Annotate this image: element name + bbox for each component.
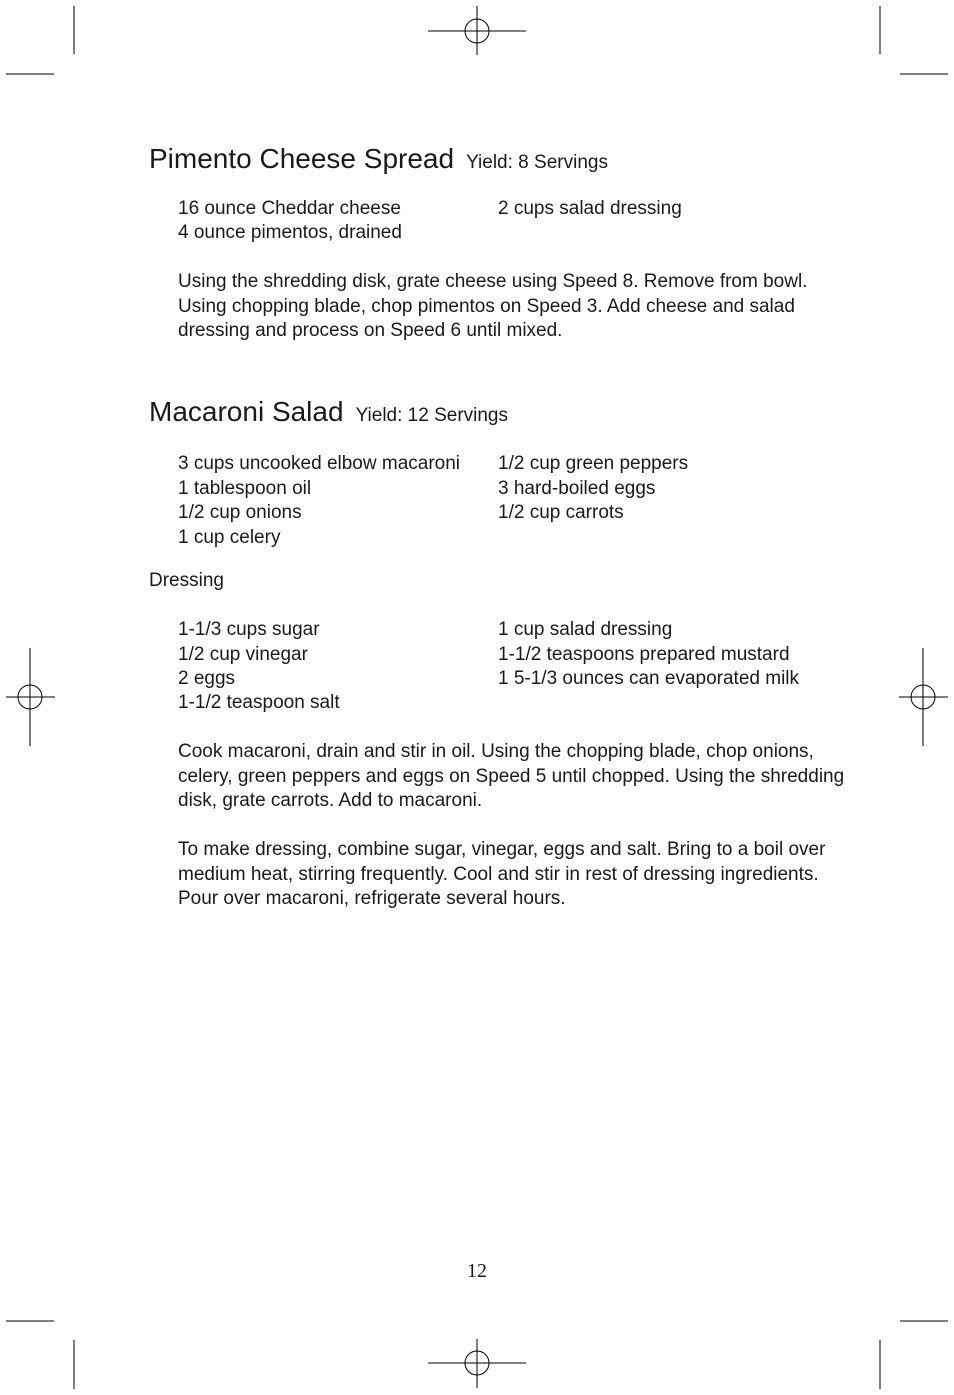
- ingredient-item: 4 ounce pimentos, drained: [178, 222, 402, 243]
- directions-paragraph: Using the shredding disk, grate cheese using Speed 8. Remove from bowl. Using chopping blade, chop pimentos on Speed 3. Add cheese and salad dressing and process on Speed 6 until mixed.: [178, 271, 808, 341]
- recipe-title: [149, 143, 608, 175]
- dressing-item: 1-1/2 teaspoons prepared mustard: [498, 644, 790, 665]
- registration-mark-bottom: [428, 1339, 526, 1388]
- dressing-item: 1 cup salad dressing: [498, 619, 673, 640]
- dressing-item: 1 5-1/3 ounces can evaporated milk: [498, 668, 800, 689]
- directions-paragraph: To make dressing, combine sugar, vinegar, eggs and salt. Bring to a boil over medium heat, stirring frequently. Cool and stir in rest of dressing ingredients. Pour over macaroni, refrigerate several hours.: [178, 839, 826, 909]
- ingredient-item: 1/2 cup green peppers: [498, 453, 689, 474]
- directions-paragraph: Cook macaroni, drain and stir in oil. Using the chopping blade, chop onions, celery, green peppers and eggs on Speed 5 until chopped. Using the shredding disk, grate carrots. Add to macaroni.: [178, 741, 845, 811]
- recipe-name: Pimento Cheese Spread: [149, 143, 455, 174]
- recipe-name: Macaroni Salad: [149, 396, 344, 427]
- ingredient-item: 3 hard-boiled eggs: [498, 478, 656, 499]
- ingredient-item: 1 cup celery: [178, 527, 281, 548]
- dressing-item: 1-1/2 teaspoon salt: [178, 692, 340, 713]
- ingredient-item: 16 ounce Cheddar cheese: [178, 198, 401, 219]
- registration-mark-left: [6, 648, 55, 746]
- ingredient-item: 1/2 cup onions: [178, 502, 302, 523]
- dressing-item: 1/2 cup vinegar: [178, 644, 308, 665]
- recipe-yield: Yield: 8 Servings: [466, 152, 608, 173]
- ingredient-item: 2 cups salad dressing: [498, 198, 682, 219]
- recipe-yield: Yield: 12 Servings: [355, 405, 508, 426]
- recipe-title: [149, 396, 508, 428]
- page-number: 12: [467, 1260, 487, 1282]
- ingredient-item: 1/2 cup carrots: [498, 502, 624, 523]
- dressing-item: 1-1/3 cups sugar: [178, 619, 320, 640]
- registration-mark-top: [428, 6, 526, 55]
- ingredient-item: 3 cups uncooked elbow macaroni: [178, 453, 461, 474]
- ingredient-item: 1 tablespoon oil: [178, 478, 312, 499]
- registration-mark-right: [899, 648, 948, 746]
- dressing-item: 2 eggs: [178, 668, 236, 689]
- dressing-heading: Dressing: [149, 570, 224, 591]
